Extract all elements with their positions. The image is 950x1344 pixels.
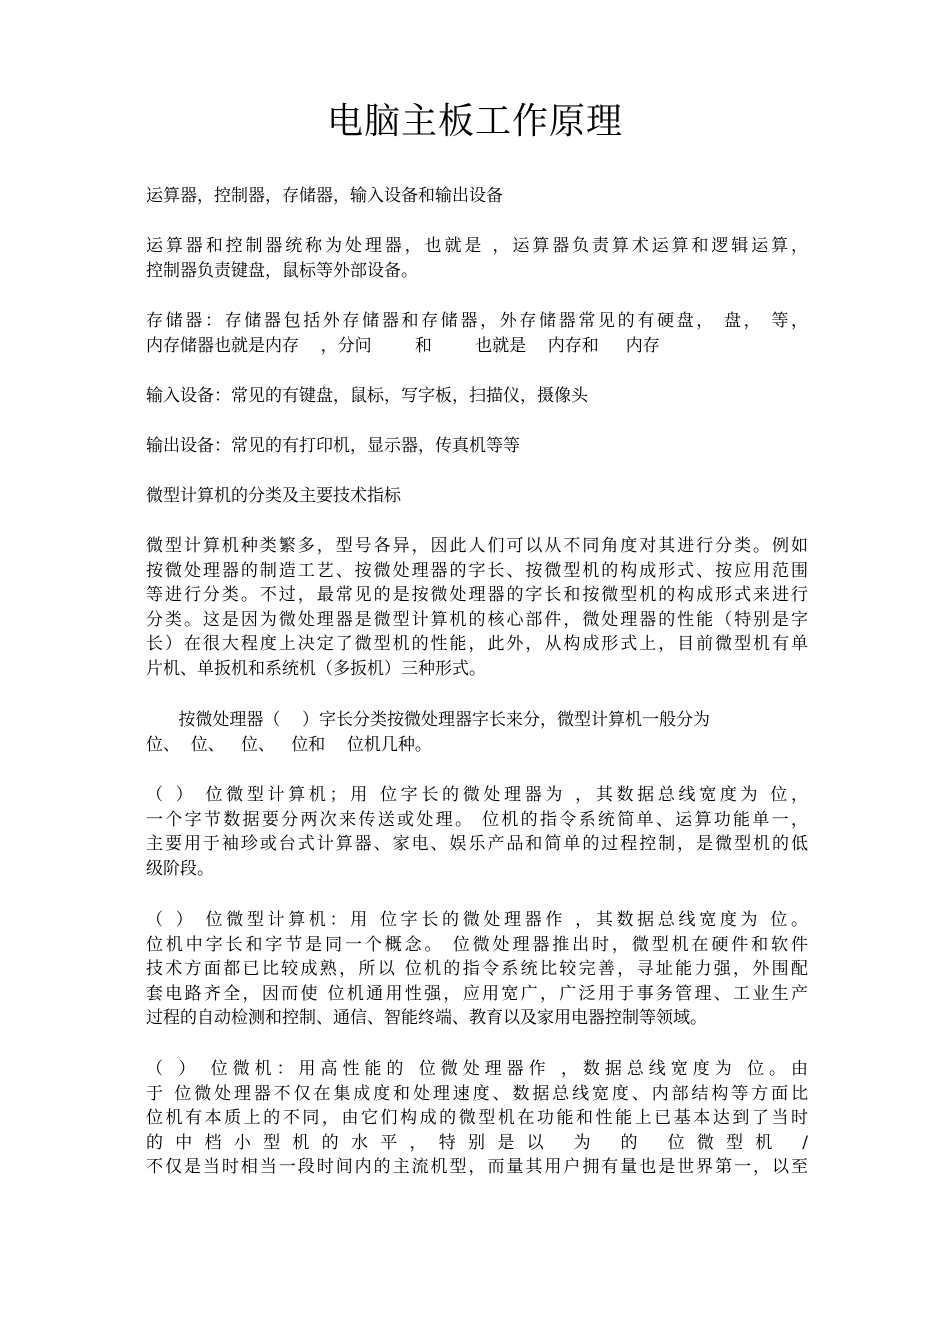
text-line: 控制器负责键盘，鼠标等外部设备。 (146, 260, 418, 281)
text-line: 分类。这是因为微处理器是微型计算机的核心部件，微处理器的性能（特别是字 (146, 609, 808, 630)
text-line: （ ） 位微机：用高性能的 位微处理器作 ，数据总线宽度为 位。由 (146, 1059, 808, 1079)
text-line: 套电路齐全，因而使 位机通用性强，应用宽广，广泛用于事务管理、工业生产 (146, 983, 808, 1004)
text-line: 按微处理器（ ）字长分类按微处理器字长来分，微型计算机一般分为 (146, 710, 711, 730)
text-line: 存储器：存储器包括外存储器和存储器，外存储器常见的有硬盘， 盘， 等， (146, 311, 808, 331)
text-line: 输入设备：常见的有键盘，鼠标，写字板，扫描仪，摄像头 (146, 386, 588, 406)
text-line: 位、 位、 位、 位和 位机几种。 (146, 734, 432, 755)
paragraph-output-devices (146, 434, 808, 459)
text-line: （ ） 位微型计算机：用 位字长的微处理器作 ，其数据总线宽度为 位。 (146, 910, 808, 930)
paragraph-storage (146, 309, 808, 358)
document-title: 电脑主板工作原理 (326, 101, 623, 142)
paragraph-bit-class-3 (146, 1057, 808, 1180)
text-line: 微型计算机的分类及主要技术指标 (146, 486, 401, 506)
text-line: 位机中字长和字节是同一个概念。 位微处理器推出时，微型机在硬件和软件 (146, 934, 808, 955)
text-line: 输出设备：常见的有打印机，显示器，传真机等等 (146, 436, 520, 456)
paragraph-computer-components (146, 184, 808, 209)
text-line: 按微处理器的制造工艺、按微处理器的字长、按微型机的构成形式、按应用范围 (146, 560, 808, 581)
text-line: 片机、单扳机和系统机（多扳机）三种形式。 (146, 658, 486, 679)
section-heading-classification (146, 484, 808, 509)
text-line: 微型计算机种类繁多，型号各异，因此人们可以从不同角度对其进行分类。例如 (146, 536, 808, 556)
paragraph-processor (146, 234, 808, 283)
text-line: 主要用于袖珍或台式计算器、家电、娱乐产品和简单的过程控制，是微型机的低 (146, 834, 808, 854)
paragraph-input-devices (146, 384, 808, 409)
paragraph-bit-class-2 (146, 908, 808, 1031)
text-line: 长）在很大程度上决定了微型机的性能，此外，从构成形式上，目前微型机有单 (146, 634, 808, 654)
text-line: 的中档小型机的水平，特别是以 为 的 位微型机 / (146, 1132, 808, 1153)
text-line: （ ） 位微型计算机；用 位字长的微处理器为 ，其数据总线宽度为 位， (146, 785, 808, 805)
paragraph-bit-class-1 (146, 783, 808, 881)
text-line: 于 位微处理器不仅在集成度和处理速度、数据总线宽度、内部结构等方面比 (146, 1083, 808, 1104)
paragraph-classification (146, 534, 808, 681)
text-line: 等进行分类。不过，最常见的是按微处理器的字长和按微型机的构成形式来进行 (146, 585, 808, 605)
text-line: 运算器，控制器，存储器，输入设备和输出设备 (146, 186, 503, 206)
text-line: 级阶段。 (146, 858, 214, 879)
text-line: 运算器和控制器统称为处理器，也就是 ，运算器负责算术运算和逻辑运算， (146, 236, 808, 256)
text-line: 不仅是当时相当一段时间内的主流机型，而量其用户拥有量也是世界第一，以至 (146, 1157, 808, 1177)
text-line: 过程的自动检测和控制、通信、智能终端、教育以及家用电器控制等领域。 (146, 1008, 707, 1028)
text-line: 一个字节数据要分两次来传送或处理。 位机的指令系统简单、运算功能单一， (146, 809, 808, 830)
text-line: 位机有本质上的不同，由它们构成的微型机在功能和性能上已基本达到了当时 (146, 1108, 808, 1128)
paragraph-word-length (146, 708, 808, 757)
text-line: 技术方面都已比较成熟，所以 位机的指令系统比较完善，寻址能力强，外围配 (146, 959, 808, 979)
text-line: 内存储器也就是内存 ，分问 和 也就是 内存和 内存 (146, 335, 660, 356)
